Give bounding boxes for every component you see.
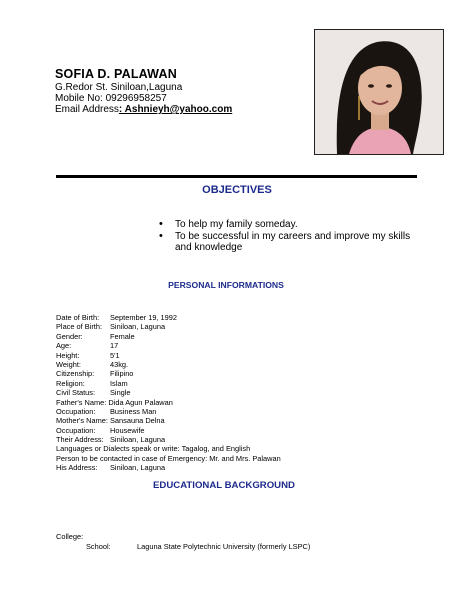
info-label: Religion: (56, 378, 85, 388)
languages-row: Languages or Dialects speak or write: Tagalog, and English (56, 444, 251, 454)
info-row (56, 435, 281, 444)
info-label: Date of Birth: (56, 313, 100, 322)
portrait-image (315, 30, 443, 154)
info-value: Siniloan, Laguna (110, 435, 166, 445)
info-row (56, 332, 281, 341)
school-label: School: (86, 542, 111, 551)
info-value: Sansauna Delna (110, 416, 165, 426)
info-row (56, 416, 281, 425)
education-school-row (56, 542, 310, 552)
info-row (56, 398, 281, 407)
info-value: Housewife (110, 425, 145, 435)
info-value: 43kg. (110, 359, 129, 369)
education-block (56, 532, 310, 552)
info-label: His Address: (56, 463, 98, 473)
personal-info-heading: PERSONAL INFORMATIONS (168, 280, 284, 290)
info-row (56, 407, 281, 416)
info-label: Occupation: (56, 406, 96, 416)
info-value: Siniloan, Laguna (110, 322, 166, 332)
info-value: Single (110, 388, 131, 398)
info-value: Siniloan, Laguna (110, 463, 166, 473)
info-row (56, 360, 281, 369)
info-row (56, 313, 281, 322)
info-row (56, 426, 281, 435)
info-value: Female (110, 331, 135, 341)
objectives-heading: OBJECTIVES (202, 184, 272, 196)
emergency-contact-row: Person to be contacted in case of Emergency: Mr. and Mrs. Palawan (56, 453, 281, 463)
info-value: 5'1 (110, 350, 120, 360)
info-label: Mother's Name: (56, 416, 108, 426)
email-link[interactable]: : Ashnieyh@yahoo.com (118, 104, 233, 115)
objectives-list (158, 219, 428, 254)
address-line: G.Redor St. Siniloan,Laguna (55, 82, 183, 93)
info-label: Weight: (56, 359, 81, 369)
email-line (55, 104, 232, 115)
profile-photo (314, 29, 444, 155)
info-label: Age: (56, 341, 72, 351)
email-label: Email Address (55, 104, 119, 115)
info-label: Their Address: (56, 435, 104, 445)
info-label: Gender: (56, 331, 83, 341)
info-row (56, 369, 281, 378)
education-level: College: (56, 532, 84, 541)
personal-info-block (56, 313, 281, 473)
info-value: Filipino (110, 369, 134, 379)
info-value: Dida Agun Palawan (108, 397, 173, 407)
info-label: Height: (56, 350, 80, 360)
info-row (56, 388, 281, 397)
info-label: Citizenship: (56, 369, 95, 379)
info-row (56, 322, 281, 331)
mobile-line: Mobile No: 09296958257 (55, 93, 167, 104)
info-value: September 19, 1992 (110, 313, 177, 322)
info-label: Father's Name: (56, 397, 107, 407)
objective-item: • To help my family someday. (158, 219, 428, 231)
info-row (56, 341, 281, 350)
objective-item: • To be successful in my careers and improve my skills and knowledge (158, 231, 428, 254)
education-heading: EDUCATIONAL BACKGROUND (153, 480, 295, 491)
info-row (56, 463, 281, 472)
info-row (56, 351, 281, 360)
school-value: Laguna State Polytechnic University (formerly LSPC) (137, 542, 311, 551)
info-value: 17 (110, 341, 119, 351)
applicant-name: SOFIA D. PALAWAN (55, 67, 177, 81)
info-value: Islam (110, 378, 128, 388)
info-label: Civil Status: (56, 388, 96, 398)
info-value: Business Man (110, 406, 157, 416)
info-row (56, 379, 281, 388)
section-divider (56, 175, 417, 178)
info-label: Occupation: (56, 425, 96, 435)
info-label: Place of Birth: (56, 322, 103, 332)
